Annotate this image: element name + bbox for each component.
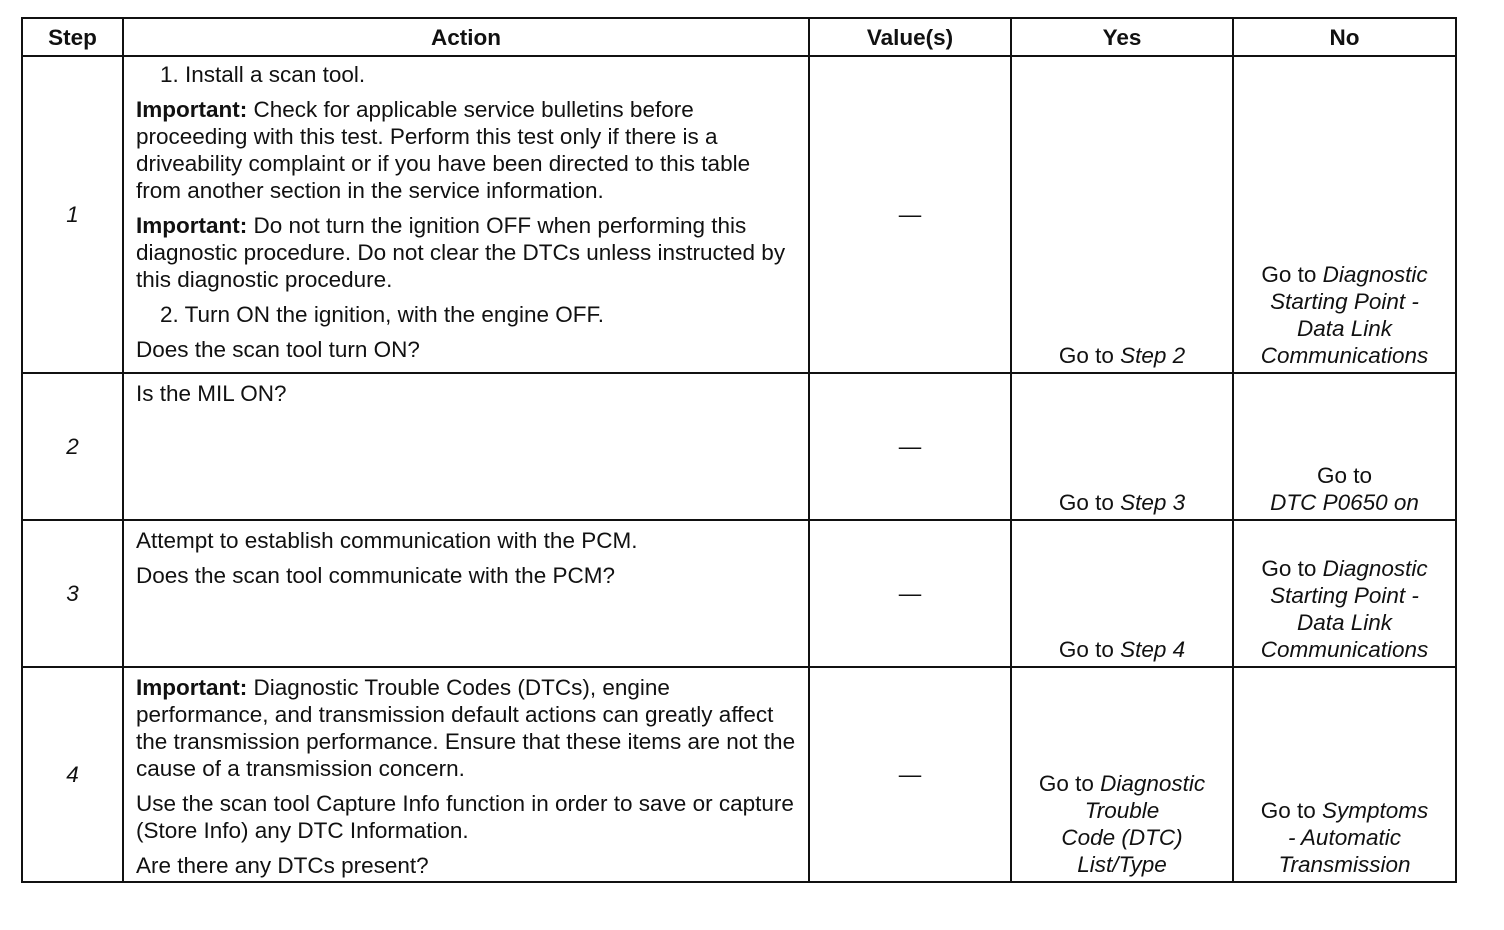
- action-item: 2. Turn ON the ignition, with the engine OFF.: [160, 302, 604, 327]
- goto-link: DTC P0650 on: [1270, 490, 1419, 515]
- no-cell: [1233, 667, 1456, 882]
- goto-line: [1238, 555, 1451, 582]
- action-text: Attempt to establish communication with the PCM.: [136, 528, 638, 553]
- header-action: Action: [123, 18, 809, 56]
- goto-link: Diagnostic: [1322, 556, 1428, 581]
- action-question: Is the MIL ON?: [136, 381, 287, 406]
- yes-cell: [1011, 373, 1233, 520]
- goto-prefix: Go to: [1261, 556, 1323, 581]
- step-number: 4: [22, 667, 123, 882]
- no-cell: [1233, 56, 1456, 373]
- goto-link: Starting Point -: [1270, 289, 1419, 314]
- action-question: Does the scan tool communicate with the PCM?: [136, 563, 615, 588]
- goto-link: Step 4: [1120, 637, 1186, 662]
- goto-link: Communications: [1260, 637, 1429, 662]
- important-text: Do not turn the ignition OFF when performing this diagnostic procedure. Do not clear the DTCs unless instructed by this diagnostic procedure.: [136, 213, 786, 292]
- important-text: Diagnostic Trouble Codes (DTCs), engine performance, and transmission default actions can greatly affect the transmission performance. Ensure that these items are not the cause of a transmission concern.: [136, 675, 796, 781]
- table-row-step-2: [22, 373, 1456, 520]
- no-cell: [1233, 520, 1456, 667]
- action-cell: [123, 373, 809, 520]
- goto-link: Data Link: [1296, 610, 1393, 635]
- step-number: 2: [22, 373, 123, 520]
- yes-cell: [1011, 56, 1233, 373]
- important-label: Important:: [136, 97, 248, 122]
- important-note: [136, 212, 796, 293]
- yes-cell: [1011, 667, 1233, 882]
- value-cell: —: [809, 56, 1011, 373]
- important-note: [136, 96, 796, 204]
- important-note: [136, 674, 796, 782]
- header-no: No: [1233, 18, 1456, 56]
- goto-prefix: Go to: [1038, 771, 1101, 796]
- goto-link: Data Link: [1296, 316, 1393, 341]
- goto-link: Code (DTC): [1061, 825, 1183, 850]
- step-number: 3: [22, 520, 123, 667]
- action-cell: [123, 56, 809, 373]
- value-cell: —: [809, 667, 1011, 882]
- goto-link: Diagnostic: [1100, 771, 1206, 796]
- goto-link: Communications: [1260, 343, 1429, 368]
- goto-line: [1016, 770, 1228, 797]
- step-number: 1: [22, 56, 123, 373]
- goto-prefix: Go to: [1058, 637, 1121, 662]
- value-cell: —: [809, 373, 1011, 520]
- value-cell: —: [809, 520, 1011, 667]
- action-text: Use the scan tool Capture Info function in order to save or capture (Store Info) any DTC Information.: [136, 791, 794, 843]
- goto-link: Trouble: [1084, 798, 1160, 823]
- action-item: 1. Install a scan tool.: [160, 62, 366, 87]
- goto-link: Transmission: [1278, 852, 1411, 877]
- goto-prefix: Go to: [1316, 463, 1373, 488]
- goto-prefix: Go to: [1260, 798, 1322, 823]
- important-label: Important:: [136, 213, 248, 238]
- header-values: Value(s): [809, 18, 1011, 56]
- table-row-step-1: [22, 56, 1456, 373]
- header-yes: Yes: [1011, 18, 1233, 56]
- yes-cell: [1011, 520, 1233, 667]
- goto-link: List/Type: [1077, 852, 1167, 877]
- goto-link: Step 2: [1120, 343, 1186, 368]
- action-cell: [123, 520, 809, 667]
- goto-link: Starting Point -: [1270, 583, 1419, 608]
- goto-line: [1238, 261, 1451, 288]
- table-row-step-3: [22, 520, 1456, 667]
- goto-link: Step 3: [1120, 490, 1186, 515]
- table-row-step-4: [22, 667, 1456, 882]
- action-cell: [123, 667, 809, 882]
- goto-prefix: Go to: [1058, 343, 1121, 368]
- diagnostic-table: [21, 17, 1457, 883]
- goto-line: [1238, 797, 1451, 824]
- no-cell: [1233, 373, 1456, 520]
- goto-link: Diagnostic: [1322, 262, 1428, 287]
- goto-prefix: Go to: [1058, 490, 1121, 515]
- action-question: Does the scan tool turn ON?: [136, 337, 420, 362]
- action-question: Are there any DTCs present?: [136, 853, 429, 878]
- goto-link: Symptoms: [1322, 798, 1429, 823]
- goto-prefix: Go to: [1261, 262, 1323, 287]
- important-text: Check for applicable service bulletins before proceeding with this test. Perform this test only if there is a driveability complaint or if you have been directed to this table from another section in the service information.: [136, 97, 751, 203]
- goto-link: - Automatic: [1288, 825, 1401, 850]
- header-row: [22, 18, 1456, 56]
- header-step: Step: [22, 18, 123, 56]
- important-label: Important:: [136, 675, 248, 700]
